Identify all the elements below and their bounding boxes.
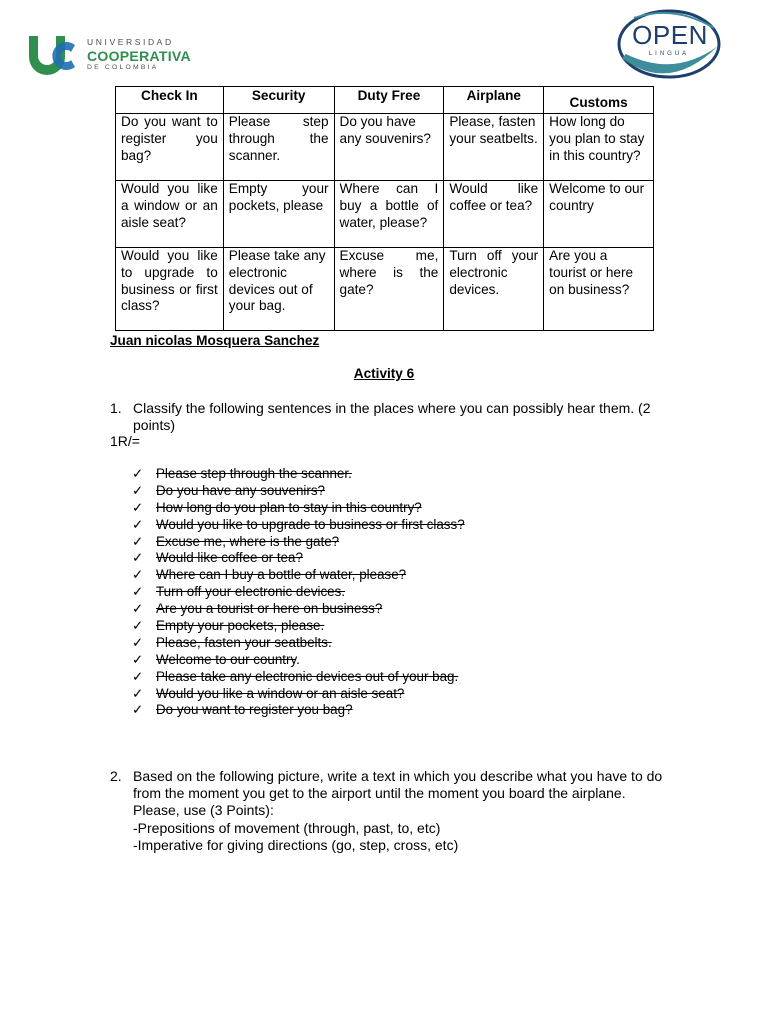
table-cell: Welcome to our country [544, 181, 654, 248]
list-item-text: Would you like a window or an aisle seat? [156, 685, 405, 701]
table-row [116, 114, 654, 181]
question-2 [110, 768, 670, 858]
checkmark-icon: ✓ [132, 618, 144, 634]
checkmark-icon: ✓ [132, 584, 144, 600]
table-cell: Would like coffee or tea? [444, 181, 544, 248]
table-row [116, 181, 654, 248]
activity-title: Activity 6 [353, 366, 415, 381]
table-cell: Excuse me, where is the gate? [334, 248, 444, 331]
header-duty-free: Duty Free [334, 87, 444, 114]
checkmark-icon: ✓ [132, 466, 144, 481]
table-cell: How long do you plan to stay in this country? [544, 114, 654, 181]
answer-label: 1R/= [110, 433, 140, 449]
checkmark-icon: ✓ [132, 550, 144, 566]
list-item-text: Excuse me, where is the gate? [156, 533, 340, 549]
list-item [132, 652, 465, 669]
list-item [132, 686, 465, 703]
ucc-logo-line1: UNIVERSIDAD [87, 37, 174, 47]
checkmark-icon: ✓ [132, 634, 144, 650]
checkmark-icon: ✓ [132, 668, 144, 684]
header-security: Security [223, 87, 334, 114]
list-item [132, 550, 465, 567]
student-name: Juan nicolas Mosquera Sanchez [110, 333, 320, 348]
checkmark-icon: ✓ [132, 651, 144, 667]
table-cell: Please, fasten your seatbelts. [444, 114, 544, 181]
list-item-text: Where can I buy a bottle of water, please? [156, 567, 407, 583]
table-cell: Are you a tourist or here on business? [544, 248, 654, 331]
ucc-logo [27, 33, 197, 77]
list-item [132, 669, 465, 686]
ucc-logo-line3: DE COLOMBIA [87, 63, 159, 71]
question-2-number: 2. [110, 768, 122, 784]
checkmark-icon: ✓ [132, 533, 144, 549]
checkmark-icon: ✓ [132, 499, 144, 515]
table-cell: Turn off your electronic devices. [444, 248, 544, 331]
table-cell: Would you like a window or an aisle seat? [116, 181, 224, 248]
checkmark-icon: ✓ [132, 702, 144, 718]
checkmark-icon: ✓ [132, 567, 144, 583]
checkmark-icon: ✓ [132, 516, 144, 532]
list-item-text: Welcome to our country [156, 651, 297, 667]
table-cell: Do you have any souvenirs? [334, 114, 444, 181]
checkmark-icon: ✓ [132, 685, 144, 701]
question-2-text [133, 768, 670, 854]
list-item-text: Please step through the scanner. [156, 466, 352, 481]
header-airplane: Airplane [444, 87, 544, 114]
list-item-text: Do you have any souvenirs? [156, 482, 325, 498]
table-row [116, 248, 654, 331]
table-cell: Empty your pockets, please [223, 181, 334, 248]
list-item-text: Please take any electronic devices out of your bag. [156, 668, 459, 684]
question-1-number: 1. [110, 400, 122, 416]
checkmark-icon: ✓ [132, 601, 144, 617]
table-cell: Would you like to upgrade to business or first class? [116, 248, 224, 331]
question-2-line: -Imperative for giving directions (go, step, cross, etc) [133, 836, 459, 853]
list-item-text: Are you a tourist or here on business? [156, 601, 383, 617]
table-cell: Do you want to register you bag? [116, 114, 224, 181]
list-item-text: Would like coffee or tea? [156, 550, 303, 566]
header-customs: Customs [544, 87, 654, 114]
list-item [132, 483, 465, 500]
table-cell: Please take any electronic devices out of your bag. [223, 248, 334, 331]
question-1 [110, 400, 660, 436]
list-item-text: Empty your pockets, please. [156, 618, 325, 634]
list-item-text: How long do you plan to stay in this country? [156, 499, 422, 515]
checked-sentence-list [132, 466, 465, 719]
list-item-text: Do you want to register you bag? [156, 702, 353, 718]
table-cell: Where can I buy a bottle of water, please? [334, 181, 444, 248]
open-lingua-logo-word: OPEN [632, 20, 708, 50]
table-header-row [116, 87, 654, 114]
question-2-line: -Prepositions of movement (through, past, to, etc) [133, 819, 441, 836]
list-item [132, 601, 465, 618]
table-cell: Please step through the scanner. [223, 114, 334, 181]
classification-table [115, 86, 654, 331]
header-check-in: Check In [116, 87, 224, 114]
checkmark-icon: ✓ [132, 482, 144, 498]
list-item [132, 618, 465, 635]
list-item [132, 534, 465, 551]
list-item [132, 584, 465, 601]
question-1-text: Classify the following sentences in the places where you can possibly hear them. (2 points) [133, 400, 651, 433]
list-item-text: Would you like to upgrade to business or first class? [156, 516, 465, 532]
open-lingua-logo [614, 6, 724, 84]
list-item [132, 702, 465, 719]
list-item [132, 517, 465, 534]
list-item-text: Please, fasten your seatbelts. [156, 634, 332, 650]
list-item-text: Turn off your electronic devices. [156, 584, 346, 600]
ucc-logo-line2: COOPERATIVA [87, 47, 191, 64]
ucc-emblem-icon [27, 33, 79, 77]
list-item-tail: . [296, 651, 300, 667]
list-item [132, 500, 465, 517]
list-item [132, 466, 465, 483]
list-item [132, 567, 465, 584]
list-item [132, 635, 465, 652]
open-lingua-logo-subword: LINGUA [648, 51, 690, 57]
question-2-line: Based on the following picture, write a text in which you describe what you have to do from the moment you get to the airport until the moment you board the airplane. Please, use (3 Points): [133, 768, 663, 819]
